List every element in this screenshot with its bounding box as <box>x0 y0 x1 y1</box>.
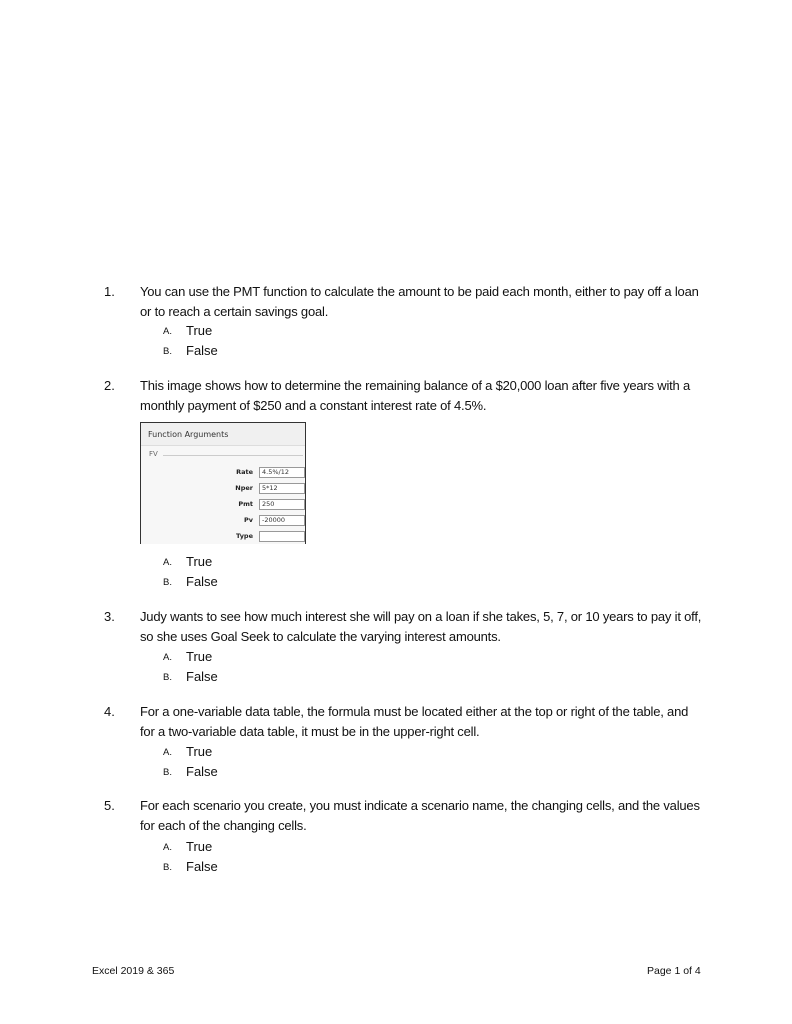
option-letter: A. <box>163 557 172 568</box>
option-letter: B. <box>163 767 172 778</box>
option-letter: A. <box>163 326 172 337</box>
option-letter: A. <box>163 842 172 853</box>
divider <box>163 455 303 456</box>
option-letter: B. <box>163 577 172 588</box>
option-label: True <box>186 744 213 759</box>
question-number: 4. <box>104 704 115 719</box>
option-label: False <box>186 764 218 779</box>
arg-label-pmt: Pmt <box>238 500 253 508</box>
arg-input-pmt: 250 <box>259 499 305 510</box>
option-a[interactable] <box>0 837 792 857</box>
option-b[interactable] <box>0 572 792 592</box>
question-number: 5. <box>104 798 115 813</box>
dialog-title: Function Arguments <box>148 430 229 439</box>
arg-label-rate: Rate <box>236 468 253 476</box>
option-label: True <box>186 554 213 569</box>
option-a[interactable] <box>0 742 792 762</box>
option-label: False <box>186 574 218 589</box>
footer-course-label: Excel 2019 & 365 <box>92 965 175 977</box>
option-b[interactable] <box>0 762 792 782</box>
option-label: False <box>186 669 218 684</box>
arg-label-nper: Nper <box>235 484 253 492</box>
option-letter: B. <box>163 346 172 357</box>
arg-label-type: Type <box>236 532 253 540</box>
question-text: Judy wants to see how much interest she will pay on a loan if she takes, 5, 7, or 10 years to pay it off, so she uses Goal Seek to calculate the varying interest amounts. <box>140 609 702 644</box>
option-label: True <box>186 323 213 338</box>
arg-input-nper: 5*12 <box>259 483 305 494</box>
question-text: For a one-variable data table, the formula must be located either at the top or right of the table, and for a two-variable data table, it must be in the upper-right cell. <box>140 704 689 739</box>
question-number: 2. <box>104 378 115 393</box>
option-letter: B. <box>163 672 172 683</box>
arg-label-pv: Pv <box>243 516 253 524</box>
option-b[interactable] <box>0 341 792 361</box>
option-letter: A. <box>163 747 172 758</box>
option-a[interactable] <box>0 552 792 572</box>
option-b[interactable] <box>0 857 792 877</box>
option-b[interactable] <box>0 667 792 687</box>
question-text: For each scenario you create, you must indicate a scenario name, the changing cells, and the values for each of the changing cells. <box>140 798 700 833</box>
arg-input-pv: -20000 <box>259 515 305 526</box>
option-letter: A. <box>163 652 172 663</box>
option-a[interactable] <box>0 321 792 341</box>
option-a[interactable] <box>0 647 792 667</box>
function-name: FV <box>149 450 158 458</box>
option-label: False <box>186 343 218 358</box>
function-arguments-dialog-image <box>140 422 306 544</box>
arg-input-rate: 4.5%/12 <box>259 467 305 478</box>
dialog-body <box>141 445 305 544</box>
option-letter: B. <box>163 862 172 873</box>
option-label: False <box>186 859 218 874</box>
arg-input-type <box>259 531 305 542</box>
question-text: This image shows how to determine the remaining balance of a $20,000 loan after five years with a monthly payment of $250 and a constant interest rate of 4.5%. <box>140 378 691 413</box>
question-number: 1. <box>104 284 115 299</box>
option-label: True <box>186 839 213 854</box>
question-number: 3. <box>104 609 115 624</box>
footer-page-number: Page 1 of 4 <box>647 965 701 977</box>
option-label: True <box>186 649 213 664</box>
question-text: You can use the PMT function to calculate the amount to be paid each month, either to pay off a loan or to reach a certain savings goal. <box>140 284 699 319</box>
